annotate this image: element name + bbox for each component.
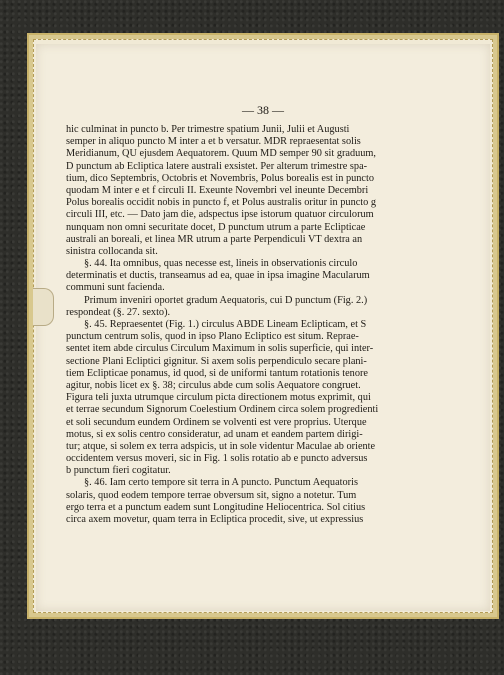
text-line: tur; atque, si solem ex terra adspicis, ut in sole videntur Maculae ab oriente [66, 440, 376, 452]
text-line: sinistra collocanda sit. [66, 245, 158, 257]
text-line: circuli III, etc. — Dato jam die, adspectus ipse istorum quatuor circulorum [66, 209, 374, 221]
text-line: D punctum ab Ecliptica latere australi exsistet. Per alterum trimestre spa- [66, 160, 368, 172]
text-line: communi sunt facienda. [66, 282, 165, 294]
text-line: occidentem versus moveri, sic in Fig. 1 solis rotatio ab e puncto adversus [66, 453, 368, 465]
page-body-text [66, 124, 476, 526]
text-line: agitur, nobis licet ex §. 38; circulus abde cum solis Aequatore congruet. [66, 379, 361, 391]
text-line: determinatis et ductis, transeamus ad ea, quae in ipsa imagine Macularum [66, 270, 370, 282]
text-line: Meridianum, QU ejusdem Aequatorem. Quum MD semper 90 sit graduum, [66, 148, 376, 160]
text-line: nunquam non omni securitate docet, D punctum utrum a parte Eclipticae [66, 221, 366, 233]
text-line: solaris, quod eodem tempore terrae obversum sit, signo a notetur. Tum [66, 489, 357, 501]
text-line: sentet item abde circulus Circulum Maximum in solis superficie, qui inter- [66, 343, 374, 355]
text-line: hic culminat in puncto b. Per trimestre spatium Junii, Julii et Augusti [66, 124, 350, 135]
text-line: ergo terra et a punctum eadem sunt Longitudine Heliocentrica. Sol citius [66, 501, 366, 513]
text-line: tium, dico Septembris, Octobris et Novembris, Polus borealis est in puncto [66, 172, 375, 184]
page-number: — 38 — [242, 103, 284, 117]
text-line: §. 44. Ita omnibus, quas necesse est, lineis in observationis circulo [84, 258, 358, 270]
page-tab-marker [33, 288, 54, 326]
text-line: quodam M inter e et f circuli II. Exeunte Novembri vel ineunte Decembri [66, 184, 369, 196]
text-line: Figura teli juxta utrumque circulum picta directionem motus exprimit, qui [66, 392, 371, 404]
text-line: et terrae secundum Signorum Coelestium Ordinem circa solem progredienti [66, 404, 379, 416]
text-line: punctum centrum solis, quod in ipso Plano Ecliptico est situm. Reprae- [66, 331, 359, 343]
text-line: australi an boreali, et linea MR utrum a parte Perpendiculi VT dextra an [66, 233, 363, 245]
text-line: Polus borealis occidit nobis in puncto f, et Polus australis oritur in puncto g [66, 197, 377, 209]
text-line: respondeat (§. 27. sexto). [66, 306, 171, 318]
text-line: §. 45. Repraesentet (Fig. 1.) circulus ABDE Lineam Eclipticam, et S [84, 319, 367, 330]
text-line: et soli secundum eundem Ordinem se volventi est vere proprius. Uterque [66, 416, 367, 428]
text-line: §. 46. Iam certo tempore sit terra in A puncto. Punctum Aequatoris [84, 477, 358, 489]
text-line: Primum inveniri oportet gradum Aequatoris, cui D punctum (Fig. 2.) [84, 294, 368, 306]
text-line: tiem Eclipticae ponamus, id quod, si de uniformi tantum rotationis tenore [66, 367, 368, 379]
text-line: circa axem movetur, quam terra in Ecliptica procedit, sive, ut expressius [66, 514, 364, 525]
text-line: b punctum fieri cogitatur. [66, 465, 171, 477]
text-line: sectione Plani Ecliptici gignitur. Si axem solis perpendiculo secare plani- [66, 355, 367, 367]
text-line: motus, si ex solis centro consideratur, ad unam et eandem partem dirigi- [66, 428, 363, 440]
text-line: semper in aliquo puncto M inter a et b versatur. MDR repraesentat solis [66, 136, 361, 148]
